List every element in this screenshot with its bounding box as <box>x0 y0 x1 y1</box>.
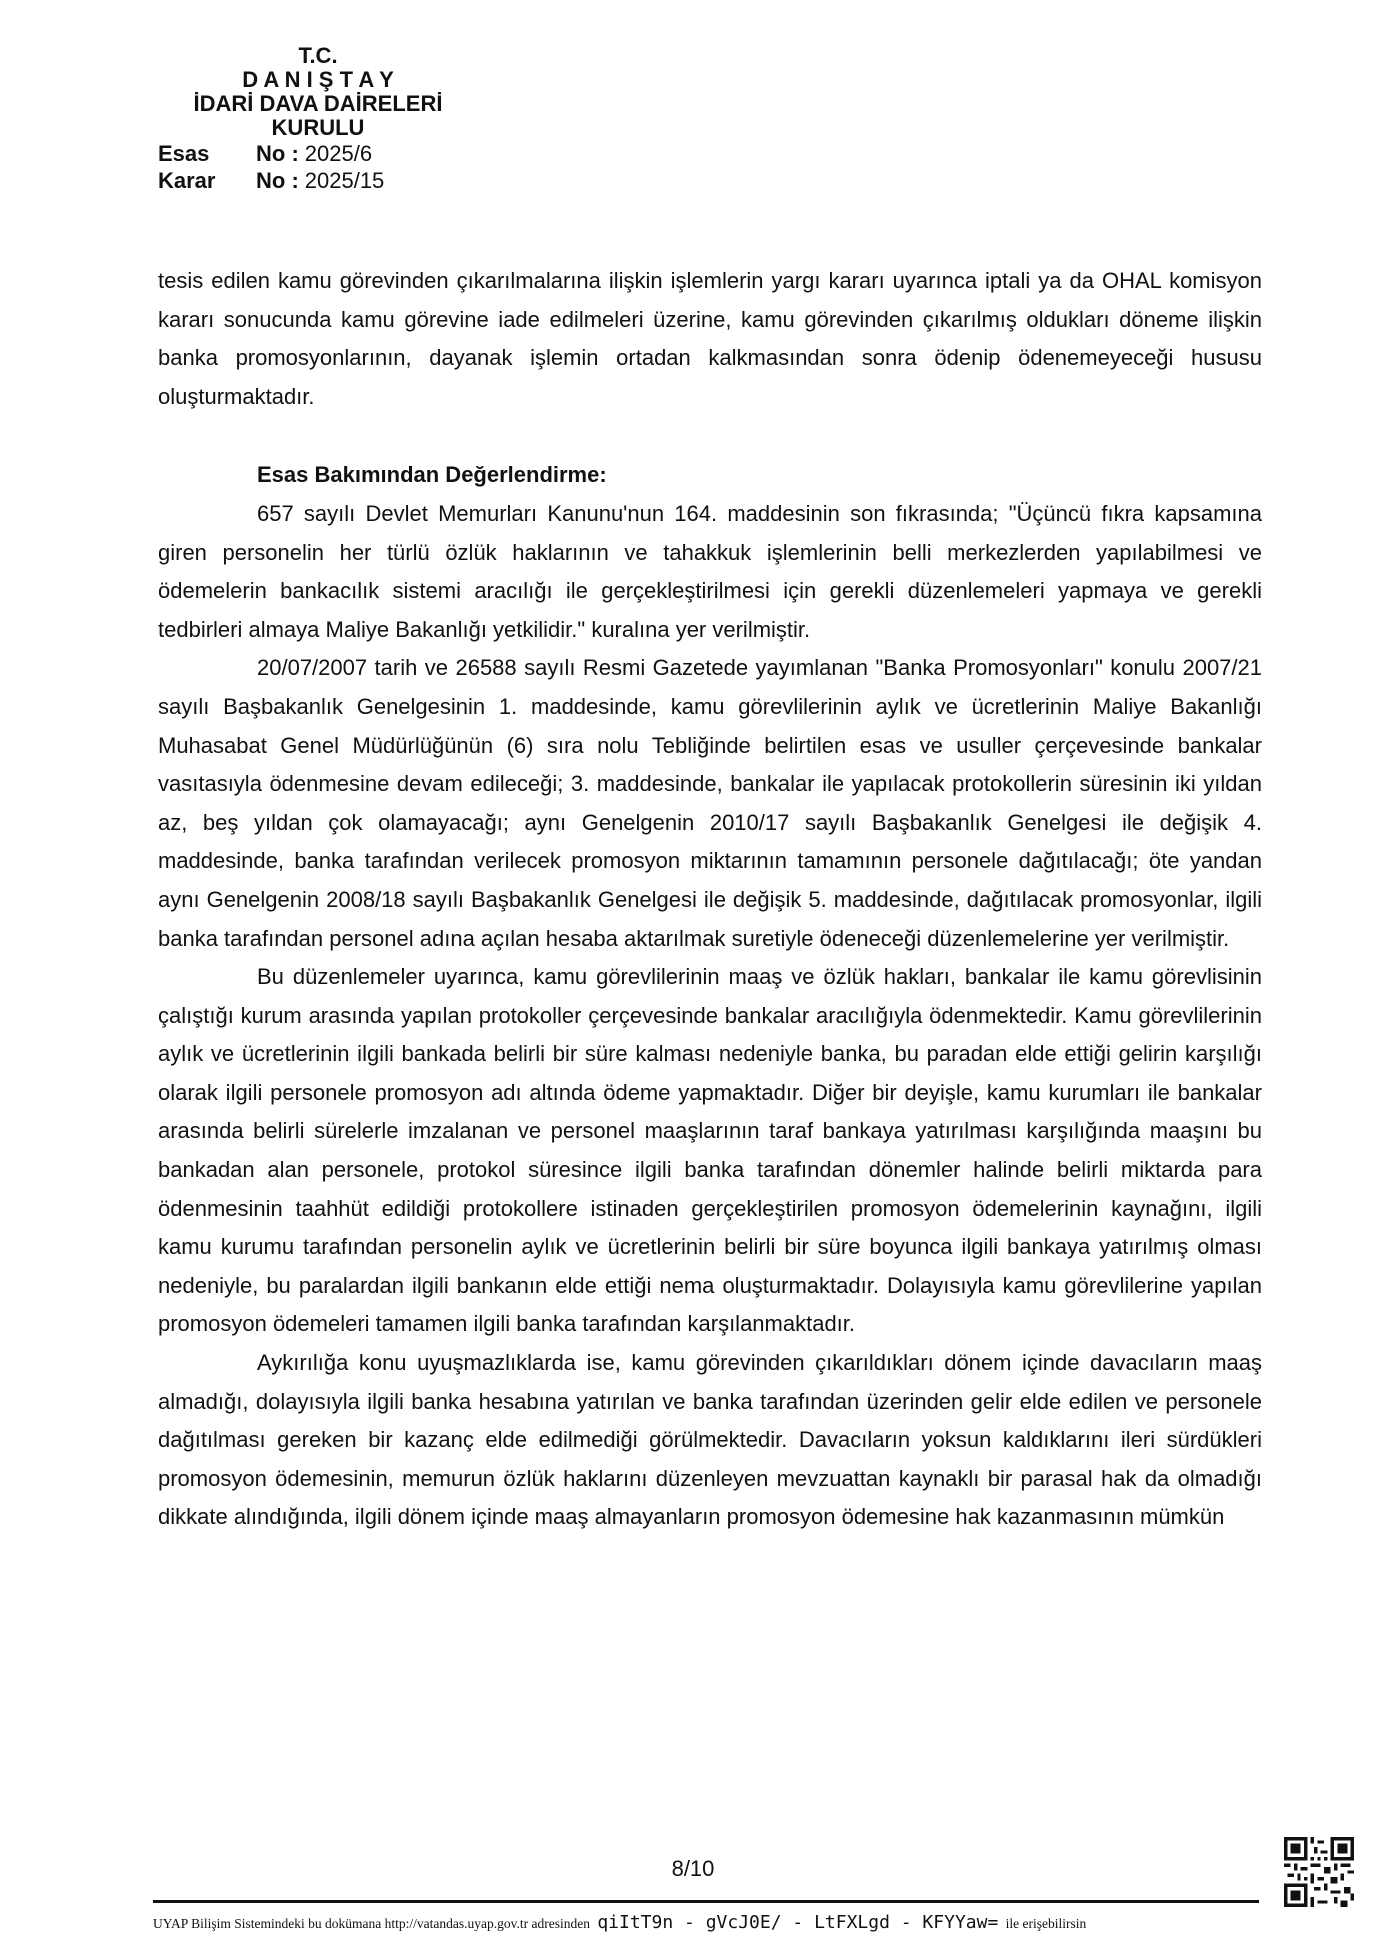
page-number: 8/10 <box>671 1856 715 1881</box>
section-heading: Esas Bakımından Değerlendirme: <box>257 462 607 488</box>
qr-code-icon <box>1284 1836 1354 1908</box>
intro-paragraph: tesis edilen kamu görevinden çıkarılmalarına ilişkin işlemlerin yargı kararı uyarınca iptali ya da OHAL komisyon kararı sonucunda kamu görevine iade edilmeleri üzerine, kamu görevinden çıkarılmış oldukları döneme ilişkin banka promosyonlarının, dayanak işlemin ortadan kalkmasından sonra ödenip ödenemeyeceği hususu oluşturmaktadır. <box>158 268 1262 409</box>
header-court-name: D A N I Ş T A Y <box>242 67 394 92</box>
header-tc: T.C. <box>298 43 338 68</box>
esas-no-row <box>158 140 538 167</box>
document-body <box>158 262 1262 1537</box>
karar-no-value: 2025/15 <box>304 168 385 193</box>
paragraph: Aykırılığa konu uyuşmazlıklarda ise, kamu görevinden çıkarıldıkları dönem içinde davacıların maaş almadığı, dolayısıyla ilgili banka hesabına yatırılan ve banka tarafından üzerinden gelir elde edilen ve personele dağıtılması gereken bir kazanç elde edilmediği görülmektedir. Davacıların yoksun kaldıklarını ileri sürdükleri promosyon ödemesinin, memurun özlük haklarını düzenleyen mevzuattan kaynaklı bir parasal hak da olmadığı dikkate alındığında, ilgili dönem içinde maaş almayanların promosyon ödemesine hak kazanmasının mümkün <box>158 1350 1262 1530</box>
paragraph-gap <box>158 416 1262 456</box>
esas-no-label: No : <box>256 141 299 166</box>
paragraph: 657 sayılı Devlet Memurları Kanunu'nun 164. maddesinin son fıkrasında; "Üçüncü fıkra kapsamına giren personelin her türlü özlük haklarının ve tahakkuk işlemlerinin belli merkezlerden yapılabilmesi ve ödemelerin bankacılık sistemi aracılığı ile gerçekleştirilmesi için gerekli düzenlemeleri yapmaya ve gerekli tedbirleri almaya Maliye Bakanlığı yetkilidir." kuralına yer verilmiştir. <box>158 500 1262 642</box>
footer-prefix: UYAP Bilişim Sistemindeki bu dokümana http://vatandas.uyap.gov.tr adresinden <box>153 1916 590 1931</box>
karar-no-label: No : <box>256 168 299 193</box>
access-code: qiItT9n - gVcJ0E/ - LtFXLgd - KFYYaw= <box>597 1912 999 1933</box>
esas-no-value: 2025/6 <box>304 141 373 166</box>
paragraph: 20/07/2007 tarih ve 26588 sayılı Resmi Gazetede yayımlanan "Banka Promosyonları" konulu 2007/21 sayılı Başbakanlık Genelgesinin 1. maddesinde, kamu görevlilerinin aylık ve ücretlerinin Maliye Bakanlığı Muhasabat Genel Müdürlüğünün (6) sıra nolu Tebliğinde belirtilen esas ve usuller çerçevesinde bankalar vasıtasıyla ödenmesine devam edileceği; 3. maddesinde, bankalar ile yapılacak protokollerin süresinin iki yıldan az, beş yıldan çok olamayacağı; aynı Genelgenin 2010/17 sayılı Başbakanlık Genelgesi ile değişik 4. maddesinde, banka tarafından verilecek promosyon miktarının tamamının personele dağıtılacağı; öte yandan aynı Genelgenin 2008/18 sayılı Başbakanlık Genelgesi ile değişik 5. maddesinde, dağıtılacak promosyonlar, ilgili banka tarafından personel adına açılan hesaba aktarılmak suretiyle ödeneceği düzenlemelerine yer verilmiştir. <box>158 655 1262 951</box>
header-board: KURULU <box>271 115 365 140</box>
karar-label: Karar <box>158 168 216 193</box>
paragraph: Bu düzenlemeler uyarınca, kamu görevlilerinin maaş ve özlük hakları, bankalar ile kamu görevlisinin çalıştığı kurum arasında yapılan protokoller çerçevesinde bankalar aracılığıyla ödenmektedir. Kamu görevlilerinin aylık ve ücretlerinin ilgili bankada belirli bir süre kalması nedeniyle banka, bu paradan elde ettiği gelirin karşılığı olarak ilgili personele promosyon adı altında ödeme yapmaktadır. Diğer bir deyişle, kamu kurumları ile bankalar arasında belirli sürelerle imzalanan ve personel maaşlarının taraf bankaya yatırılması karşılığında maaşını bu bankadan alan personele, protokol süresince ilgili banka tarafından dönemler halinde belirli miktarda para ödenmesinin taahhüt edildiği protokollere istinaden gerçekleştirilen promosyon ödemelerinin kaynağını, ilgili kamu kurumu tarafından personelin aylık ve ücretlerinin belirli bir süre boyunca ilgili bankaya yatırılmış olması nedeniyle, bu paralardan ilgili bankanın elde ettiği nema oluşturmaktadır. Dolayısıyla kamu görevlilerine yapılan promosyon ödemeleri tamamen ilgili banka tarafından karşılanmaktadır. <box>158 964 1262 1337</box>
karar-no-row <box>158 167 538 194</box>
footer-verification <box>153 1912 1263 1933</box>
header-chamber: İDARİ DAVA DAİRELERİ <box>193 91 443 116</box>
footer-divider <box>153 1900 1259 1903</box>
esas-label: Esas <box>158 141 210 166</box>
document-header <box>158 44 538 194</box>
footer-suffix: ile erişebilirsin <box>1005 1916 1087 1931</box>
